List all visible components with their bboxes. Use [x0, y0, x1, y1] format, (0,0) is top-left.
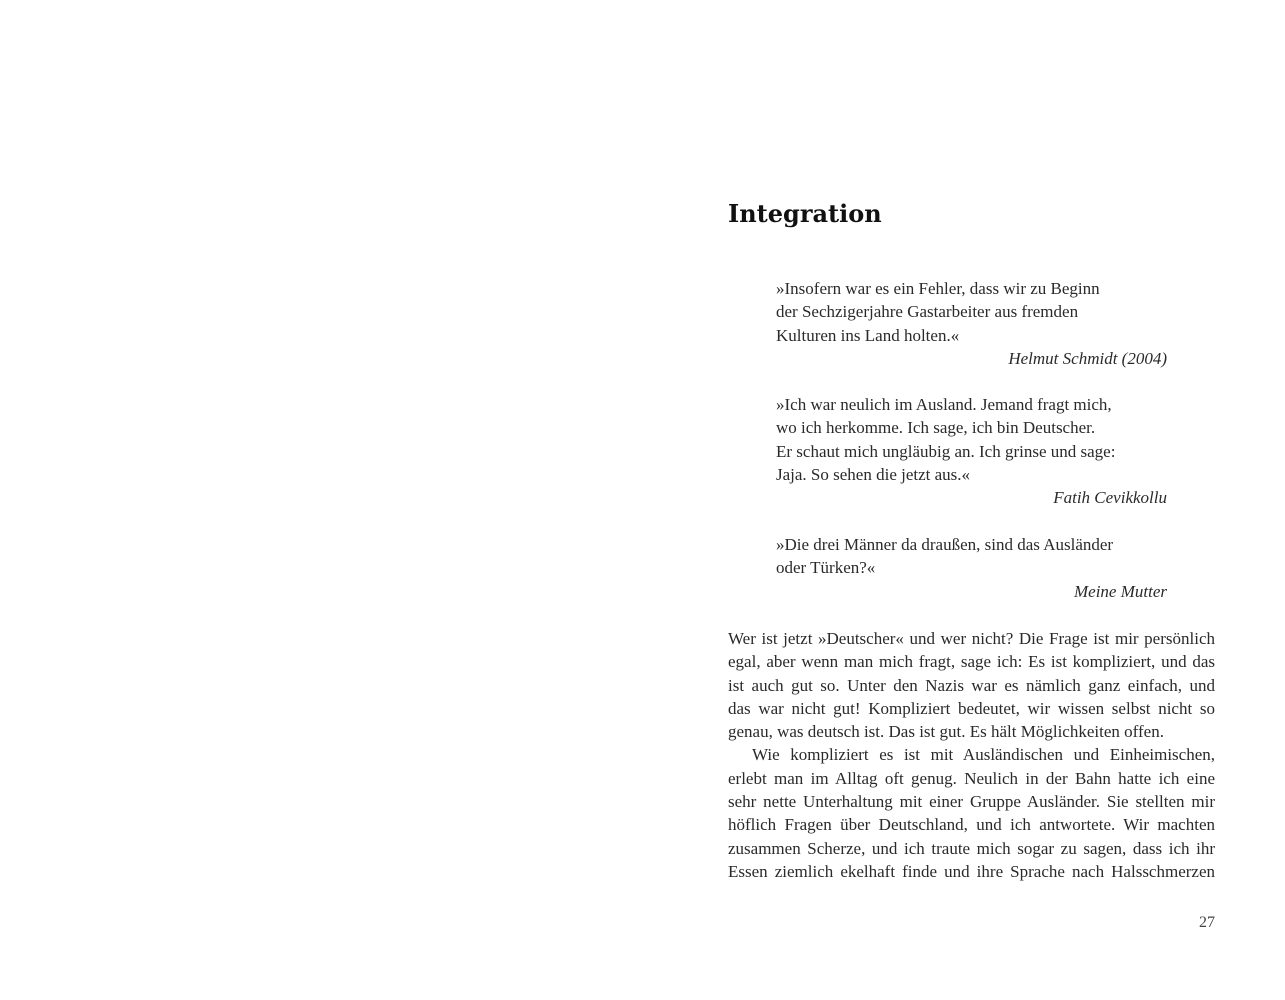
chapter-title: Integration	[728, 199, 882, 228]
body-line: Wer ist jetzt »Deutscher« und wer nicht? Die Frage ist mir persönlich	[728, 629, 1215, 648]
page-number: 27	[1199, 914, 1215, 931]
right-page	[642, 0, 1285, 1000]
epigraph-attribution: Fatih Cevikkollu	[1053, 488, 1167, 508]
epigraph-line: Jaja. So sehen die jetzt aus.«	[776, 464, 971, 484]
epigraph-line: Kulturen ins Land holten.«	[776, 325, 960, 345]
epigraph-attribution: Helmut Schmidt (2004)	[1008, 348, 1167, 368]
body-line: erlebt man im Alltag oft genug. Neulich in der Bahn hatte ich eine	[728, 768, 1215, 788]
body-line: höflich Fragen über Deutschland, und ich antwortete. Wir machten	[728, 815, 1215, 835]
body-text	[728, 627, 1215, 883]
epigraph-line: wo ich herkomme. Ich sage, ich bin Deutscher.	[776, 418, 1096, 438]
epigraph-quote-3	[776, 533, 1167, 603]
body-line: sehr nette Unterhaltung mit einer Gruppe Ausländer. Sie stellten mir	[728, 792, 1215, 812]
body-line: genau, was deutsch ist. Das ist gut. Es hält Möglichkeiten offen.	[728, 722, 1164, 742]
body-line: Wie kompliziert es ist mit Ausländischen und Einheimischen,	[752, 745, 1215, 765]
epigraph-line: der Sechzigerjahre Gastarbeiter aus fremden	[776, 302, 1079, 322]
epigraph-line: »Insofern war es ein Fehler, dass wir zu Beginn	[776, 279, 1100, 298]
epigraph-line: oder Türken?«	[776, 558, 876, 578]
body-line: egal, aber wenn man mich fragt, sage ich: Es ist kompliziert, und das	[728, 652, 1215, 672]
body-line: zusammen Scherze, und ich traute mich sogar zu sagen, dass ich ihr	[728, 838, 1215, 858]
epigraph-line: »Ich war neulich im Ausland. Jemand fragt mich,	[776, 395, 1112, 414]
epigraph-line: Er schaut mich ungläubig an. Ich grinse und sage:	[776, 441, 1116, 461]
left-page-blank	[0, 0, 642, 1000]
epigraph-quote-2	[776, 393, 1167, 509]
epigraph-quote-1	[776, 277, 1167, 370]
body-line: das war nicht gut! Kompliziert bedeutet, wir wissen selbst nicht so	[728, 698, 1215, 718]
epigraph-attribution: Meine Mutter	[1074, 581, 1167, 601]
body-line: Essen ziemlich ekelhaft finde und ihre Sprache nach Halsschmerzen	[728, 861, 1215, 881]
body-line: ist auch gut so. Unter den Nazis war es nämlich ganz einfach, und	[728, 675, 1215, 695]
epigraph-line: »Die drei Männer da draußen, sind das Ausländer	[776, 535, 1114, 554]
